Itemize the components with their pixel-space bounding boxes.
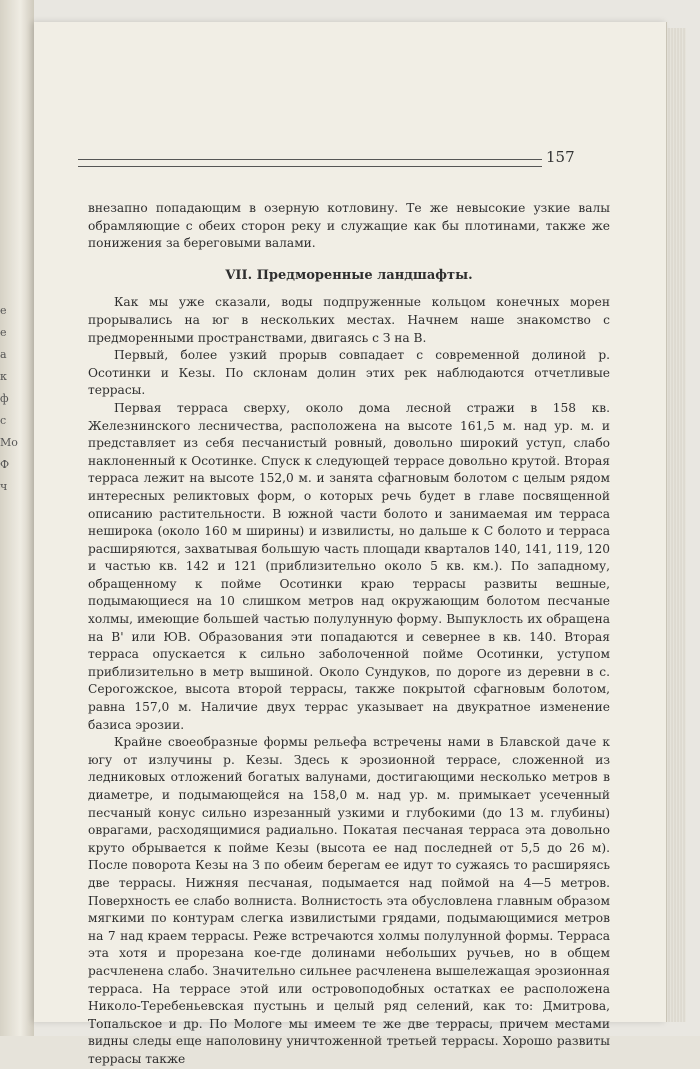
book-page	[34, 22, 666, 1066]
intro-paragraph: внезапно попадающим в озерную котловину. Те же невысокие узкие валы обрамляющие с обеих сторон реку и служащие как бы плотинами, также же понижения за береговыми валами.	[88, 201, 610, 251]
previous-page-fragment: к	[0, 370, 7, 383]
page-number: 157	[546, 148, 575, 166]
previous-page-fragment: е	[0, 326, 7, 339]
page-text	[88, 200, 610, 1069]
previous-page-fragment: е	[0, 304, 7, 317]
previous-page-fragment: с	[0, 414, 7, 427]
previous-page-fragment: ф	[0, 392, 9, 405]
previous-page-fragment: а	[0, 348, 7, 361]
previous-page-fragment: Мо	[0, 436, 18, 449]
paragraph: Первая терраса сверху, около дома лесной стражи в 158 кв. Железнинского лесничества, расположена на высоте 161,5 м. над ур. м. и представляет из себя песчанистый ровный, довольно широкий уступ, слабо наклоненный к Осотинке. Спуск к следующей террасе довольно крутой. Вторая терраса лежит на высоте 152,0 м. и занята сфагновым болотом с целым рядом интересных реликтовых форм, о которых речь будет в главе посвященной описанию растительности. В южной части болото и занимаемая им терраса неширока (около 160 м ширины) и извилисты, но дальше к С болото и терраса расширяются, захватывая большую часть площади кварталов 140, 141, 119, 120 и частью кв. 142 и 121 (приблизительно около 5 кв. км.). По западному, обращенному к пойме Осотинки краю террасы развиты вешные, подымающиеся на 10 слишком метров над окружающим болотом песчаные холмы, имеющие большей частью полулунную форму. Выпуклость их обращена на В' или ЮВ. Образования эти попадаются и севернее в кв. 140. Вторая терраса опускается к сильно заболоченной пойме Осотинки, уступом приблизительно в метр вышиной. Около Сундуков, по дороге из деревни в с. Серогожское, высота второй террасы, также покрытой сфагновым болотом, равна 157,0 м. Наличие двух террас указывает на двукратное изменение базиса эрозии.	[88, 400, 610, 732]
paragraph: Первый, более узкий прорыв совпадает с современной долиной р. Осотинки и Кезы. По склонам долин этих рек наблюдаются отчетливые террасы.	[88, 348, 610, 398]
previous-page-edge	[0, 0, 34, 1036]
header-rule	[78, 159, 542, 167]
previous-page-fragment: Ф	[0, 458, 10, 471]
section-heading: VII. Предморенные ландшафты.	[225, 267, 473, 283]
previous-page-fragments	[0, 300, 34, 498]
page-stack-edge	[666, 28, 686, 1022]
paragraph: Как мы уже сказали, воды подпруженные кольцом конечных морен прорывались на юг в нескольких местах. Начнем наше знакомство с предморенными пространствами, двигаясь с З на В.	[88, 295, 610, 345]
paragraph: Крайне своеобразные формы рельефа встречены нами в Блавской даче к югу от излучины р. Кезы. Здесь к эрозионной террасе, сложенной из ледниковых отложений богатых валунами, достигающими несколько метров в диаметре, и подымающейся на 158,0 м. над ур. м. примыкает усеченный песчаный конус сильно изрезанный узкими и глубокими (до 13 м. глубины) оврагами, расходящимися радиально. Покатая песчаная терраса эта довольно круто обрывается к пойме Кезы (высота ее над последней от 5,5 до 26 м). После поворота Кезы на З по обеим берегам ее идут то сужаясь то расширяясь две террасы. Нижняя песчаная, подымается над поймой на 4—5 метров. Поверхность ее слабо волниста. Волнистость эта обусловлена главным образом мягкими по контурам слегка извилистыми грядами, подымающимися метров на 7 над краем террасы. Реже встречаются холмы полулунной формы. Терраса эта хотя и прорезана кое-где долинами небольших ручьев, но в общем расчленена слабо. Значительно сильнее расчленена вышележащая эрозионная терраса. На террасе этой или островоподобных остатках ее расположена Николо-Теребеньевская пустынь и целый ряд селений, как то: Дмитрова, Топальское и др. По Мологе мы имеем те же две террасы, причем местами видны следы еще наполовину уничтоженной третьей террасы. Хорошо развиты террасы также	[88, 735, 610, 1066]
previous-page-fragment: ч	[0, 480, 8, 493]
